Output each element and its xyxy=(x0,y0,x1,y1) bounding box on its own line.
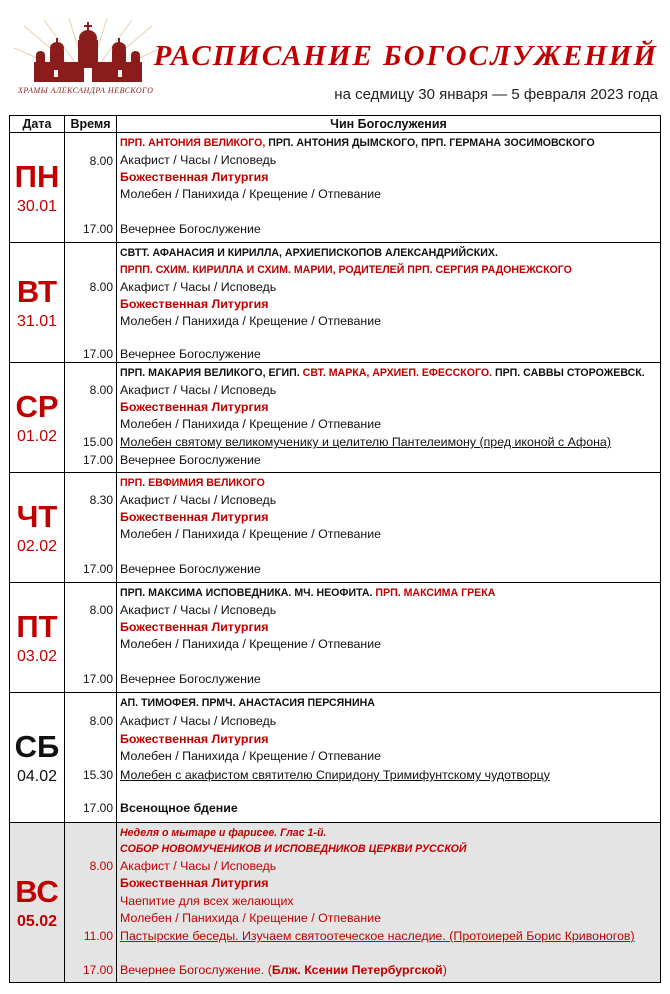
day-of-week: ВТ xyxy=(16,273,58,309)
day-date: 05.02 xyxy=(16,912,58,930)
day-date-cell xyxy=(10,133,65,243)
service-line: Чаепитие для всех желающих xyxy=(120,894,294,908)
feast-line-red: ПРПП. СХИМ. КИРИЛЛА И СХИМ. МАРИИ, РОДИТЕЛЕЙ ПРП. СЕРГИЯ РАДОНЕЖСКОГО xyxy=(120,264,572,276)
feast-name: ПРП. МАКСИМА ИСПОВЕДНИКА. МЧ. НЕОФИТА. xyxy=(120,587,373,599)
day-row-wednesday xyxy=(10,363,661,473)
day-row-sunday xyxy=(10,823,661,983)
day-date: 04.02 xyxy=(16,767,58,785)
liturgy-line: Божественная Литургия xyxy=(120,170,269,184)
liturgy-line: Божественная Литургия xyxy=(120,732,269,746)
day-row-saturday xyxy=(10,693,661,823)
rite-cell xyxy=(117,823,661,983)
schedule-table xyxy=(9,115,661,983)
liturgy-line: Божественная Литургия xyxy=(120,510,269,524)
service-line: Молебен / Панихида / Крещение / Отпевание xyxy=(120,187,382,201)
service-time: 17.00 xyxy=(82,453,113,467)
day-date-cell xyxy=(10,473,65,583)
page-subtitle: на седмицу 30 января — 5 февраля 2023 года xyxy=(334,86,658,103)
service-line: Вечернее Богослужение xyxy=(120,347,261,361)
page-title: РАСПИСАНИЕ БОГОСЛУЖЕНИЙ xyxy=(153,40,658,72)
rite-cell xyxy=(117,133,661,243)
service-time: 17.00 xyxy=(82,222,113,236)
service-line: Молебен / Панихида / Крещение / Отпевание xyxy=(120,417,382,431)
liturgy-line: Божественная Литургия xyxy=(120,400,269,414)
day-date: 30.01 xyxy=(16,197,58,215)
day-of-week: ВС xyxy=(15,873,59,909)
vespers-text: Вечернее Богослужение. ( xyxy=(120,963,272,977)
service-line: Молебен / Панихида / Крещение / Отпевание xyxy=(120,314,382,328)
church-domes-icon xyxy=(14,18,162,88)
day-date-cell xyxy=(10,363,65,473)
service-line: Вечернее Богослужение xyxy=(120,672,261,686)
logo-caption: ХРАМЫ АЛЕКСАНДРА НЕВСКОГО xyxy=(18,86,154,95)
table-header-row xyxy=(10,116,661,133)
time-cell xyxy=(65,693,117,823)
day-row-thursday xyxy=(10,473,661,583)
service-time: 8.00 xyxy=(89,714,113,728)
service-time: 17.00 xyxy=(82,347,113,361)
column-header-rite: Чин Богослужения xyxy=(117,116,661,133)
service-time: 8.30 xyxy=(89,493,113,507)
rite-cell xyxy=(117,243,661,363)
day-date-cell xyxy=(10,823,65,983)
day-of-week: ПТ xyxy=(16,608,58,644)
day-of-week: СР xyxy=(15,388,59,424)
service-line: Вечернее Богослужение xyxy=(120,453,261,467)
feast-name: ПРП. МАКАРИЯ ВЕЛИКОГО, ЕГИП. xyxy=(120,367,300,379)
day-date: 01.02 xyxy=(16,427,58,445)
service-time: 8.00 xyxy=(89,280,113,294)
sunday-title: Неделя о мытаре и фарисее. Глас 1-й. xyxy=(120,827,327,839)
time-cell xyxy=(65,583,117,693)
day-date-cell xyxy=(10,693,65,823)
service-line: Акафист / Часы / Исповедь xyxy=(120,493,277,507)
day-date-cell xyxy=(10,243,65,363)
service-time: 15.00 xyxy=(82,435,113,449)
service-time: 17.00 xyxy=(82,801,113,815)
time-cell xyxy=(65,473,117,583)
liturgy-line: Божественная Литургия xyxy=(120,620,269,634)
rite-cell xyxy=(117,473,661,583)
column-header-date: Дата xyxy=(10,116,65,133)
feast-line-red: СОБОР НОВОМУЧЕНИКОВ И ИСПОВЕДНИКОВ ЦЕРКВИ РУССКОЙ xyxy=(120,843,467,855)
column-header-time: Время xyxy=(65,116,117,133)
service-line: Молебен / Панихида / Крещение / Отпевание xyxy=(120,637,382,651)
rite-cell xyxy=(117,363,661,473)
service-time: 17.00 xyxy=(82,562,113,576)
feast-line xyxy=(117,365,660,382)
day-date: 03.02 xyxy=(16,647,58,665)
service-time: 11.00 xyxy=(83,929,113,943)
service-time: 17.00 xyxy=(82,963,113,977)
service-line: Вечернее Богослужение xyxy=(120,222,261,236)
liturgy-line: Божественная Литургия xyxy=(120,876,269,890)
service-time: 8.00 xyxy=(89,603,113,617)
vigil-line: Всенощное бдение xyxy=(120,801,238,815)
day-row-monday xyxy=(10,133,661,243)
service-line-underlined: Молебен святому великомученику и целителю Пантелеимону (пред иконой с Афона) xyxy=(120,435,611,449)
day-of-week: ЧТ xyxy=(16,498,58,534)
day-date-cell xyxy=(10,583,65,693)
feast-name-red: СВТ. МАРКА, АРХИЕП. ЕФЕССКОГО. xyxy=(299,367,493,379)
feast-name-red: ПРП. МАКСИМА ГРЕКА xyxy=(372,587,496,599)
liturgy-line: Божественная Литургия xyxy=(120,297,269,311)
day-of-week: ПН xyxy=(14,158,60,194)
service-time: 8.00 xyxy=(89,154,113,168)
time-cell xyxy=(65,823,117,983)
feast-name: ПРП. АНТОНИЯ ДЫМСКОГО, ПРП. ГЕРМАНА ЗОСИМОВСКОГО xyxy=(265,137,595,149)
service-line xyxy=(117,962,660,979)
vespers-paren: ) xyxy=(442,963,447,977)
day-row-tuesday xyxy=(10,243,661,363)
service-line-underlined: Пастырские беседы. Изучаем святоотеческое наследие. (Протоиерей Борис Кривоногов) xyxy=(120,929,635,943)
feast-line-red: ПРП. ЕВФИМИЯ ВЕЛИКОГО xyxy=(120,477,265,489)
day-of-week: СБ xyxy=(14,728,60,764)
day-date: 02.02 xyxy=(16,537,58,555)
time-cell xyxy=(65,363,117,473)
service-line: Вечернее Богослужение xyxy=(120,562,261,576)
feast-name: ПРП. САВВЫ СТОРОЖЕВСК. xyxy=(492,367,645,379)
service-line: Акафист / Часы / Исповедь xyxy=(120,603,277,617)
time-cell xyxy=(65,243,117,363)
feast-line xyxy=(117,135,660,152)
service-line-underlined: Молебен с акафистом святителю Спиридону Тримифунтскому чудотворцу xyxy=(120,768,550,782)
feast-name-red: ПРП. АНТОНИЯ ВЕЛИКОГО, xyxy=(120,137,266,149)
service-line: Акафист / Часы / Исповедь xyxy=(120,280,277,294)
feast-line: АП. ТИМОФЕЯ. ПРМЧ. АНАСТАСИЯ ПЕРСЯНИНА xyxy=(120,697,375,709)
service-time: 17.00 xyxy=(82,672,113,686)
service-line: Молебен / Панихида / Крещение / Отпевание xyxy=(120,749,382,763)
service-line: Молебен / Панихида / Крещение / Отпевание xyxy=(120,911,382,925)
rite-cell xyxy=(117,693,661,823)
service-line: Акафист / Часы / Исповедь xyxy=(120,714,277,728)
feast-line: СВТТ. АФАНАСИЯ И КИРИЛЛА, АРХИЕПИСКОПОВ АЛЕКСАНДРИЙСКИХ. xyxy=(120,247,498,259)
time-cell xyxy=(65,133,117,243)
service-time: 15.30 xyxy=(82,768,113,782)
service-line: Акафист / Часы / Исповедь xyxy=(120,859,277,873)
rite-cell xyxy=(117,583,661,693)
day-row-friday xyxy=(10,583,661,693)
service-time: 8.00 xyxy=(89,383,113,397)
service-line: Акафист / Часы / Исповедь xyxy=(120,153,277,167)
day-date: 31.01 xyxy=(16,312,58,330)
feast-line xyxy=(117,585,660,602)
service-line: Молебен / Панихида / Крещение / Отпевание xyxy=(120,527,382,541)
vespers-saint: Блж. Ксении Петербургской xyxy=(271,963,443,977)
service-line: Акафист / Часы / Исповедь xyxy=(120,383,277,397)
service-time: 8.00 xyxy=(89,859,113,873)
